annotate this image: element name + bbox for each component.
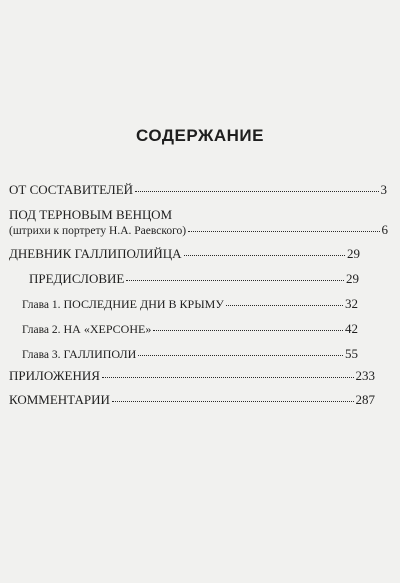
toc-entry-label: ПРИЛОЖЕНИЯ xyxy=(9,368,100,383)
toc-entry-subtitle: (штрихи к портрету Н.А. Раевского) xyxy=(9,225,187,237)
toc-entry xyxy=(9,246,360,261)
dot-leader xyxy=(188,231,379,232)
dot-leader xyxy=(102,377,354,378)
chapter-number: Глава 1. xyxy=(22,299,61,311)
toc-entry xyxy=(22,346,358,363)
chapter-number: Глава 3. xyxy=(22,349,61,361)
toc-entry xyxy=(22,296,358,313)
toc-entry-label: ПОД ТЕРНОВЫМ ВЕНЦОМ xyxy=(9,207,173,222)
toc-entry xyxy=(29,271,359,286)
dot-leader xyxy=(184,255,345,256)
dot-leader xyxy=(226,305,343,306)
toc-entry-label: ПОСЛЕДНИЕ ДНИ В КРЫМУ xyxy=(63,297,224,311)
toc-entry-label: ДНЕВНИК ГАЛЛИПОЛИЙЦА xyxy=(9,246,182,261)
toc-entry xyxy=(9,182,387,197)
dot-leader xyxy=(126,280,344,281)
toc-entry-page: 29 xyxy=(346,271,359,286)
toc-entry-label: КОММЕНТАРИИ xyxy=(9,392,110,407)
toc-entry-page: 42 xyxy=(345,321,358,336)
page-title: СОДЕРЖАНИЕ xyxy=(136,126,264,145)
toc-entry-page: 233 xyxy=(355,368,375,383)
dot-leader xyxy=(135,191,378,192)
toc-entry-label: ГАЛЛИПОЛИ xyxy=(63,347,137,361)
toc-entry-label: НА «ХЕРСОНЕ» xyxy=(63,322,152,336)
dot-leader xyxy=(138,355,343,356)
toc-entry xyxy=(9,392,375,407)
toc-entry-page: 55 xyxy=(345,346,358,361)
toc-entry-page: 29 xyxy=(347,246,360,261)
toc-entry-page: 287 xyxy=(355,392,375,407)
toc-entry xyxy=(9,207,209,222)
toc-entry-page: 6 xyxy=(381,222,388,237)
toc-entry xyxy=(9,368,375,383)
toc-entry-label: ПРЕДИСЛОВИЕ xyxy=(29,271,125,286)
chapter-number: Глава 2. xyxy=(22,324,61,336)
toc-entry-label: ОТ СОСТАВИТЕЛЕЙ xyxy=(9,182,134,197)
toc-entry-page: 32 xyxy=(345,296,358,311)
toc-entry-note xyxy=(9,222,388,239)
dot-leader xyxy=(112,401,354,402)
toc-entry xyxy=(22,321,358,338)
dot-leader xyxy=(153,330,343,331)
toc-entry-page: 3 xyxy=(380,182,387,197)
